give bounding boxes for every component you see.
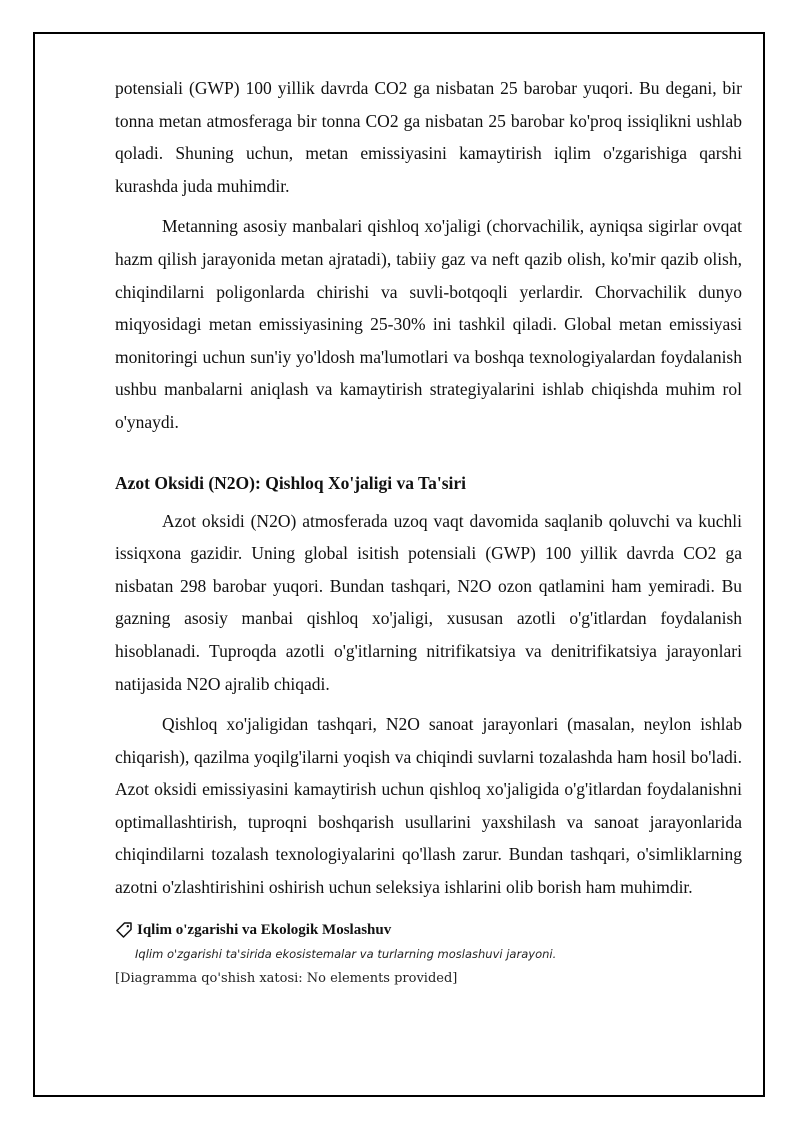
diagram-caption: Iqlim o'zgarishi ta'sirida ekosistemalar va turlarning moslashuvi jarayoni. <box>135 946 557 961</box>
document-body <box>115 72 742 990</box>
diagram-title-text: Iqlim o'zgarishi va Ekologik Moslashuv <box>137 921 392 938</box>
paragraph-n2o-properties: Azot oksidi (N2O) atmosferada uzoq vaqt davomida saqlanib qoluvchi va kuchli issiqxona gazidir. Uning global isitish potensiali (GWP) 100 yillik davrda CO2 ga nisbatan 298 barobar yuqori. Bundan tashqari, N2O ozon qatlamini ham yemiradi. Bu gazning asosiy manbai qishloq xo'jaligi, xususan azotli o'g'itlardan foydalanish hisoblanadi. Tuproqda azotli o'g'itlarning nitrifikatsiya va denitrifikatsiya jarayonlari natijasida N2O ajralib chiqadi. <box>115 510 742 694</box>
paragraph-n2o-mitigation: Qishloq xo'jaligidan tashqari, N2O sanoat jarayonlari (masalan, neylon ishlab chiqarish), qazilma yoqilg'ilarni yoqish va chiqindi suvlarni tozalashda ham hosil bo'ladi. Azot oksidi emissiyasini kamaytirish uchun qishloq xo'jaligida o'g'itlardan foydalanishni optimallashtirish, tuproqni boshqarish usullarini yaxshilash va sanoat jarayonlarida chiqindilarni tozalash texnologiyalarini qo'llash zarur. Bundan tashqari, o'simliklarning azotni o'zlashtirishini oshirish uchun seleksiya ishlarini olib borish ham muhimdir. <box>115 714 742 898</box>
paragraph-methane-gwp: potensiali (GWP) 100 yillik davrda CO2 ga nisbatan 25 barobar yuqori. Bu degani, bir tonna metan atmosferaga bir tonna CO2 ga nisbatan 25 barobar ko'proq issiqlikni ushlab qoladi. Shuning uchun, metan emissiyasini kamaytirish iqlim o'zgarishiga qarshi kurashda juda muhimdir. <box>115 78 742 196</box>
diagram-title <box>115 918 742 942</box>
paragraph-methane-sources: Metanning asosiy manbalari qishloq xo'jaligi (chorvachilik, ayniqsa sigirlar ovqat hazm qilish jarayonida metan ajratadi), tabiiy gaz va neft qazib olish, ko'mir qazib olish, chiqindilarni poligonlarda chirishi va suvli-botqoqli yerlardir. Chorvachilik dunyo miqyosidagi metan emissiyasining 25-30% ini tashkil qiladi. Global metan emissiyasi monitoringi uchun sun'iy yo'ldosh ma'lumotlari va boshqa texnologiyalardan foydalanish ushbu manbalarni aniqlash va kamaytirish strategiyalarini ishlab chiqishda muhim rol o'ynaydi. <box>115 216 742 432</box>
tag-icon <box>115 921 133 939</box>
diagram-error-message: [Diagramma qo'shish xatosi: No elements provided] <box>115 970 458 986</box>
section-heading-n2o: Azot Oksidi (N2O): Qishloq Xo'jaligi va Ta'siri <box>115 472 467 493</box>
